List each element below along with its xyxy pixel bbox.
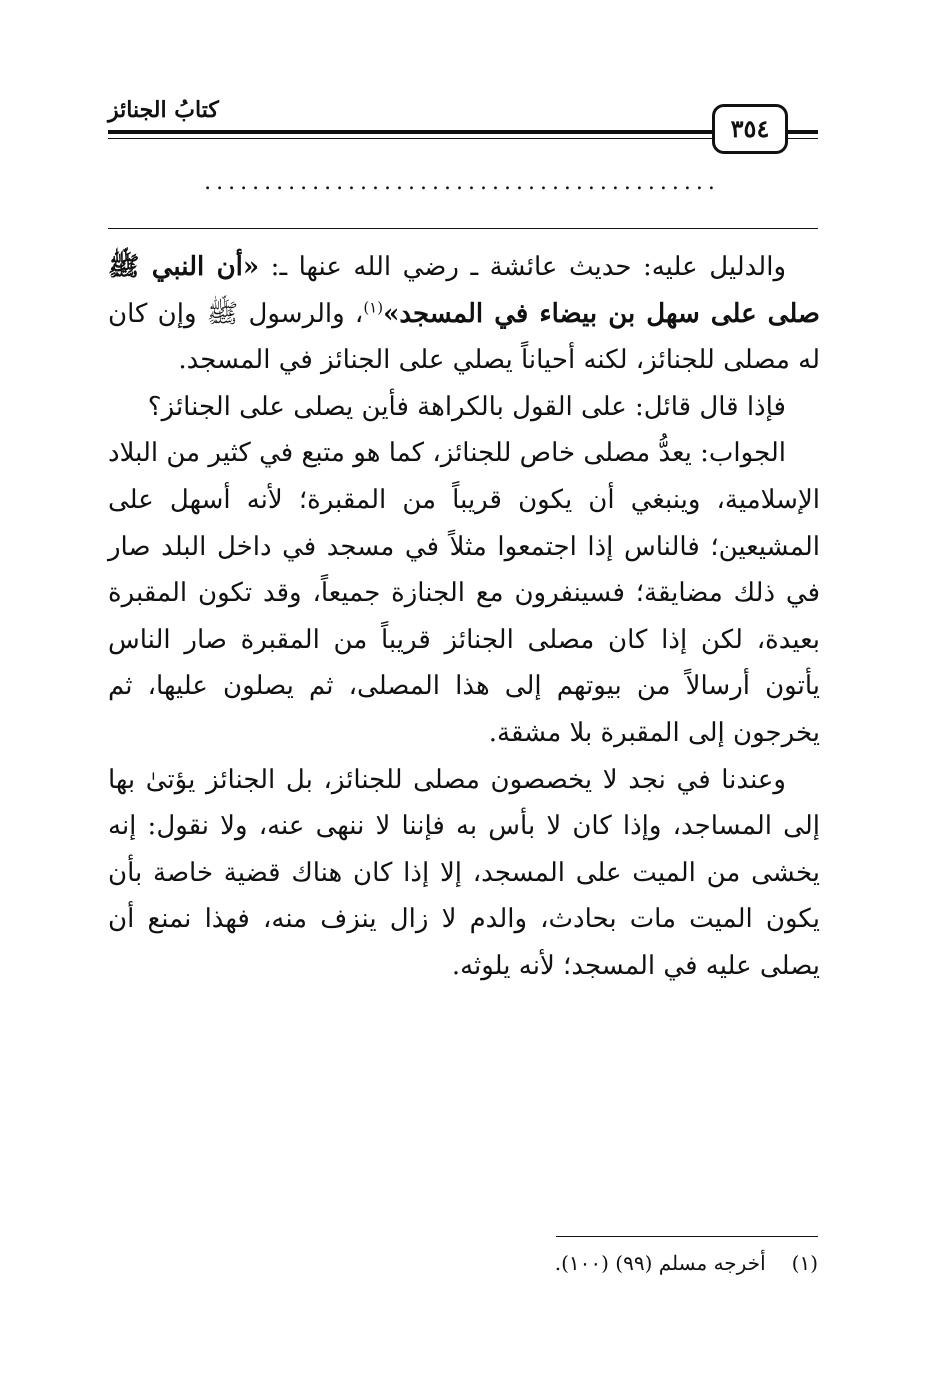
hadith-quote: «أن النبي ﷺ صلى على سهل بن بيضاء في المسجد» (108, 252, 821, 329)
footnote-number: (١) (791, 1251, 818, 1275)
footnote-reference: (١) (363, 297, 384, 316)
dotted-separator: ........................................... (204, 170, 720, 195)
paragraph-4: وعندنا في نجد لا يخصصون مصلى للجنائز، بل الجنائز يؤتىٰ بها إلى المساجد، وإذا كان لا بأس به فإننا لا ننهى عنه، ولا نقول: إنه يخشى من الميت على المسجد، إلا إذا كان هناك قضية خاصة بأن يكون الميت مات بحادث، والدم لا زال ينزف منه، فهذا نمنع أن يصلى عليه في المسجد؛ لأنه يلوثه. (108, 764, 820, 981)
page-number: ٣٥٤ (712, 104, 788, 154)
footnote-text: أخرجه مسلم (٩٩) (١٠٠). (554, 1251, 766, 1275)
running-header-title: كتابُ الجنائز (108, 97, 219, 123)
paragraph-2: فإذا قال قائل: على القول بالكراهة فأين يصلى على الجنائز؟ (147, 391, 786, 422)
footnote-rule (556, 1236, 818, 1237)
footnote (300, 1248, 818, 1278)
paragraph-1-rest: ، والرسول ﷺ وإن كان له مصلى للجنائز، لكنه أحياناً يصلي على الجنائز في المسجد. (108, 298, 820, 376)
paragraph-1 (108, 244, 820, 384)
paragraph-3: الجواب: يعدُّ مصلى خاص للجنائز، كما هو متبع في كثير من البلاد الإسلامية، وينبغي أن يكون قريباً من المقبرة؛ لأنه أسهل على المشيعين؛ فالناس إذا اجتمعوا مثلاً في مسجد في داخل البلد صار في ذلك مضايقة؛ فسينفرون مع الجنازة جميعاً، وقد تكون المقبرة بعيدة، لكن إذا كان مصلى الجنائز قريباً من المقبرة صار الناس يأتون أرسالاً من بيوتهم إلى هذا المصلى، ثم يصلون عليها، ثم يخرجون إلى المقبرة بلا مشقة. (108, 438, 820, 748)
main-text (108, 244, 820, 990)
paragraph-1-intro: والدليل عليه: حديث عائشة ـ رضي الله عنها ـ: (259, 252, 786, 282)
separator-rule (108, 228, 818, 229)
